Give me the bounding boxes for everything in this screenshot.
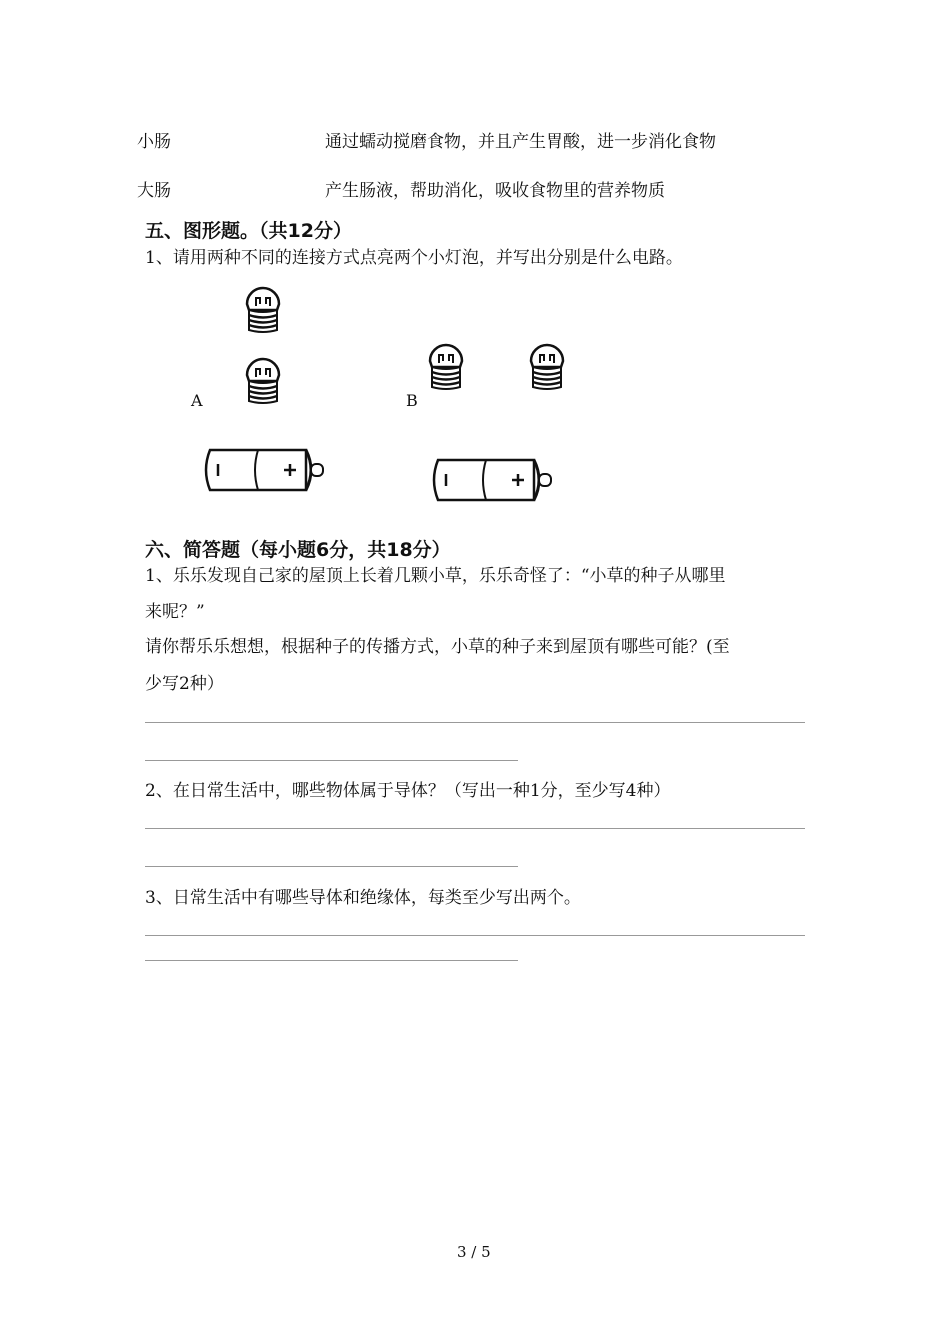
section6-q1-line4: 少写2种）	[145, 674, 224, 694]
answer-line[interactable]	[145, 866, 518, 867]
label-a: A	[191, 391, 203, 410]
section6-q1-line3: 请你帮乐乐想想，根据种子的传播方式，小草的种子来到屋顶有哪些可能？(至	[145, 637, 730, 657]
bulb-icon	[243, 353, 283, 405]
page-number: 3 / 5	[457, 1243, 491, 1261]
section6-q2: 2、在日常生活中，哪些物体属于导体？（写出一种1分，至少写4种）	[145, 781, 671, 801]
section6-title: 六、简答题（每小题6分，共18分）	[145, 539, 451, 561]
label-b: B	[406, 391, 418, 410]
desc-2: 产生肠液，帮助消化，吸收食物里的营养物质	[325, 181, 665, 201]
section6-q3: 3、日常生活中有哪些导体和绝缘体，每类至少写出两个。	[145, 888, 581, 908]
answer-line[interactable]	[145, 722, 805, 723]
organ-large-intestine: 大肠	[137, 181, 171, 201]
section6-q1-line2: 来呢？”	[145, 602, 205, 622]
answer-line[interactable]	[145, 960, 518, 961]
organ-small-intestine: 小肠	[137, 132, 171, 152]
section6-q1-line1: 1、乐乐发现自己家的屋顶上长着几颗小草，乐乐奇怪了：“小草的种子从哪里	[145, 566, 726, 586]
answer-line[interactable]	[145, 760, 518, 761]
section5-q1: 1、请用两种不同的连接方式点亮两个小灯泡，并写出分别是什么电路。	[145, 248, 683, 268]
answer-line[interactable]	[145, 828, 805, 829]
answer-line[interactable]	[145, 935, 805, 936]
bulb-icon	[527, 339, 567, 391]
battery-icon	[426, 456, 562, 504]
section5-title: 五、图形题。（共12分）	[145, 220, 352, 242]
desc-1: 通过蠕动搅磨食物，并且产生胃酸，进一步消化食物	[325, 132, 716, 152]
bulb-icon	[426, 339, 466, 391]
battery-icon	[198, 446, 334, 494]
bulb-icon	[243, 282, 283, 334]
